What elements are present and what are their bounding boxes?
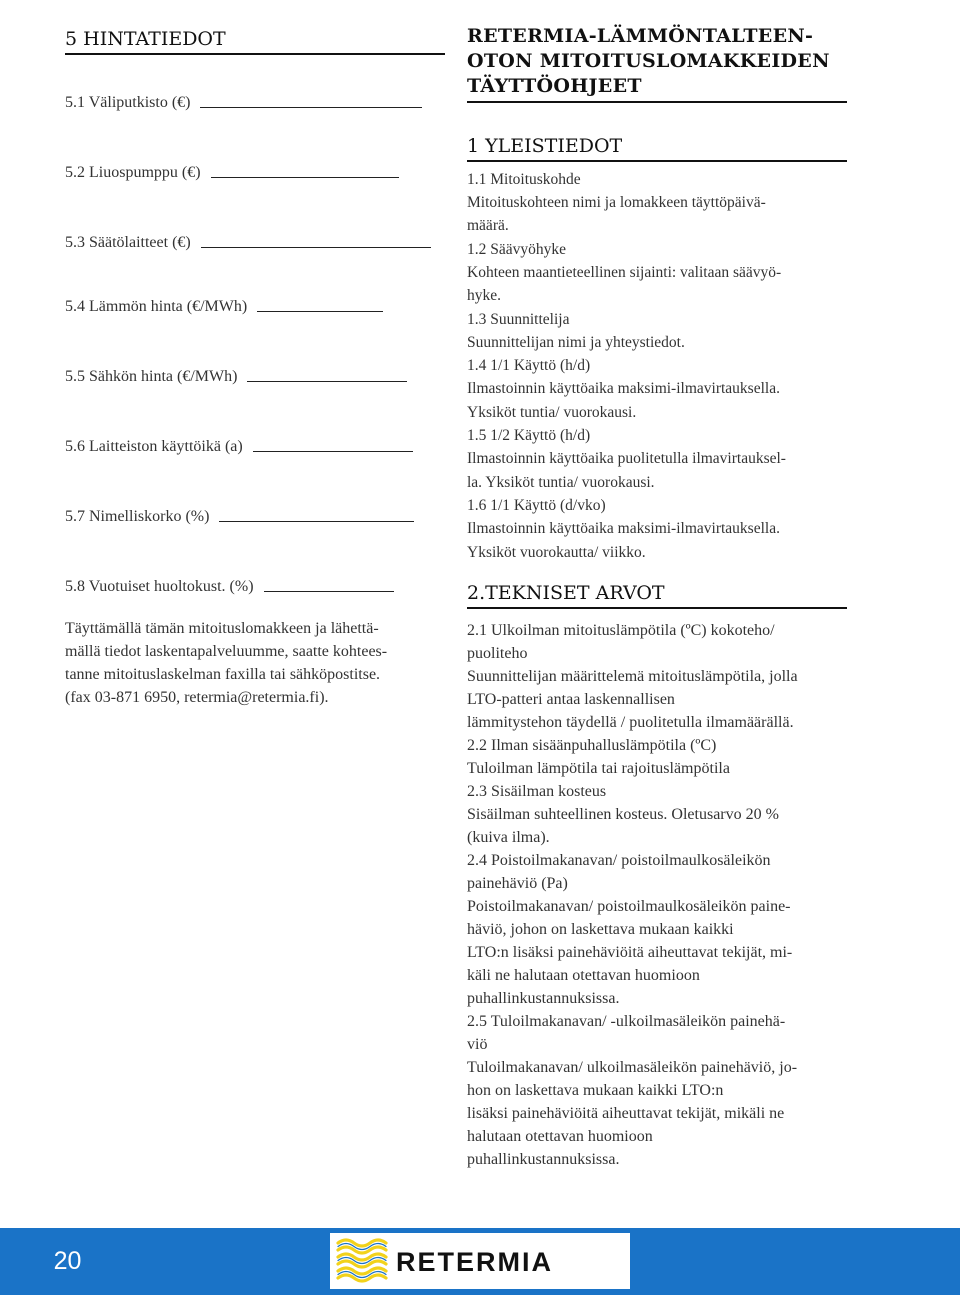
text-line: 2.3 Sisäilman kosteus [467, 782, 607, 800]
text-line: Tuloilmakanavan/ ulkoilmasäleikön painehäviö, jo- [467, 1058, 798, 1076]
text-line: 2.5 Tuloilmakanavan/ -ulkoilmasäleikön painehä- [467, 1012, 786, 1030]
field-label: 5.7 Nimelliskorko (%) [65, 507, 210, 525]
form-field-huoltokust [65, 579, 445, 595]
text-line: määrä. [467, 217, 509, 235]
field-label: 5.4 Lämmön hinta (€/MWh) [65, 297, 248, 315]
text-line: 1.3 Suunnittelija [467, 310, 570, 328]
field-label: 5.6 Laitteiston käyttöikä (a) [65, 437, 243, 455]
text-line: Yksiköt vuorokautta/ viikko. [467, 543, 646, 561]
text-line: käli ne halutaan otettavan huomioon [467, 966, 700, 984]
text-line: 1.1 Mitoituskohde [467, 170, 581, 188]
form-field-kayttoika [65, 439, 445, 455]
field-label: 5.2 Liuospumppu (€) [65, 163, 201, 181]
title-line: RETERMIA-LÄMMÖNTALTEEN- [467, 25, 814, 47]
logo-wordmark [396, 1247, 553, 1278]
page-title [467, 24, 847, 103]
text-line: la. Yksiköt tuntia/ vuorokausi. [467, 473, 655, 491]
text-line: lisäksi painehäviöitä aiheuttavat tekijät, mikäli ne [467, 1104, 785, 1122]
instructions-paragraph [65, 617, 445, 709]
section-heading-hintatiedot: 5 HINTATIEDOT [65, 20, 445, 55]
form-field-liuospumppu [65, 165, 445, 181]
text-line: hyke. [467, 287, 502, 305]
page-footer [0, 1228, 960, 1295]
section-heading-tekniset-arvot: 2.TEKNISET ARVOT [467, 582, 847, 609]
form-field-saatolaitteet [65, 235, 445, 251]
text-line: puoliteho [467, 644, 528, 662]
fill-in-line[interactable] [257, 310, 383, 312]
logo-text: RETERMIA [396, 1247, 553, 1277]
field-label: 5.8 Vuotuiset huoltokust. (%) [65, 577, 254, 595]
field-label: 5.1 Väliputkisto (€) [65, 93, 191, 111]
fill-in-line[interactable] [201, 246, 431, 248]
paragraph-line: mällä tiedot laskentapalveluumme, saatte kohtees- [65, 642, 388, 660]
text-line: Yksiköt tuntia/ vuorokausi. [467, 403, 637, 421]
form-field-lammon-hinta [65, 299, 445, 315]
text-line: Poistoilmakanavan/ poistoilmaulkosäleikön paine- [467, 897, 791, 915]
field-label: 5.5 Sähkön hinta (€/MWh) [65, 367, 238, 385]
fill-in-line[interactable] [211, 176, 399, 178]
text-line: 1.6 1/1 Käyttö (d/vko) [467, 496, 606, 514]
text-line: lämmitystehon täydellä / puolitetulla ilmamäärällä. [467, 713, 794, 731]
text-line: Ilmastoinnin käyttöaika maksimi-ilmavirtauksella. [467, 520, 780, 538]
form-field-sahkon-hinta [65, 369, 445, 385]
field-label: 5.3 Säätölaitteet (€) [65, 233, 191, 251]
text-line: (kuiva ilma). [467, 828, 550, 846]
right-column [467, 24, 847, 1171]
text-line: hon on laskettava mukaan kaikki LTO:n [467, 1081, 724, 1099]
text-line: Suunnittelijan määrittelemä mitoituslämpötila, jolla [467, 667, 798, 685]
text-line: LTO-patteri antaa laskennallisen [467, 690, 675, 708]
text-line: halutaan otettavan huomioon [467, 1127, 653, 1145]
title-line: TÄYTTÖOHJEET [467, 75, 642, 97]
text-line: 2.1 Ulkoilman mitoituslämpötila (ºC) kokoteho/ [467, 621, 775, 639]
paragraph-line: tanne mitoituslaskelman faxilla tai sähköpostitse. [65, 665, 381, 683]
text-line: 2.4 Poistoilmakanavan/ poistoilmaulkosäleikön [467, 851, 771, 869]
fill-in-line[interactable] [200, 106, 422, 108]
paragraph-line: (fax 03-871 6950, retermia@retermia.fi). [65, 688, 329, 706]
text-line: 2.2 Ilman sisäänpuhalluslämpötila (ºC) [467, 736, 717, 754]
section-heading-yleistiedot: 1 YLEISTIEDOT [467, 135, 847, 162]
retermia-wave-logo-icon [332, 1233, 392, 1289]
title-line: OTON MITOITUSLOMAKKEIDEN [467, 50, 830, 72]
text-line: Kohteen maantieteellinen sijainti: valitaan säävyö- [467, 263, 782, 281]
form-field-valiputkisto [65, 95, 445, 111]
left-column [65, 20, 445, 709]
section-tekniset-arvot-body [467, 619, 847, 1171]
fill-in-line[interactable] [253, 450, 413, 452]
fill-in-line[interactable] [247, 380, 407, 382]
section-yleistiedot-body [467, 168, 847, 564]
text-line: puhallinkustannuksissa. [467, 989, 620, 1007]
text-line: 1.5 1/2 Käyttö (h/d) [467, 427, 591, 445]
fill-in-line[interactable] [219, 520, 414, 522]
fill-in-line[interactable] [264, 590, 394, 592]
text-line: viö [467, 1035, 488, 1053]
text-line: LTO:n lisäksi painehäviöitä aiheuttavat tekijät, mi- [467, 943, 793, 961]
text-line: puhallinkustannuksissa. [467, 1150, 620, 1168]
text-line: painehäviö (Pa) [467, 874, 568, 892]
text-line: Mitoituskohteen nimi ja lomakkeen täyttöpäivä- [467, 194, 766, 212]
text-line: Sisäilman suhteellinen kosteus. Oletusarvo 20 % [467, 805, 779, 823]
text-line: Ilmastoinnin käyttöaika puolitetulla ilmavirtauksel- [467, 450, 786, 468]
text-line: 1.2 Säävyöhyke [467, 240, 567, 258]
text-line: 1.4 1/1 Käyttö (h/d) [467, 357, 591, 375]
text-line: häviö, johon on laskettava mukaan kaikki [467, 920, 734, 938]
text-line: Ilmastoinnin käyttöaika maksimi-ilmavirtauksella. [467, 380, 780, 398]
retermia-logo [330, 1233, 630, 1289]
text-line: Suunnittelijan nimi ja yhteystiedot. [467, 333, 685, 351]
form-field-nimelliskorko [65, 509, 445, 525]
text-line: Tuloilman lämpötila tai rajoituslämpötila [467, 759, 730, 777]
page-number: 20 [0, 1228, 135, 1295]
paragraph-line: Täyttämällä tämän mitoituslomakkeen ja lähettä- [65, 619, 379, 637]
